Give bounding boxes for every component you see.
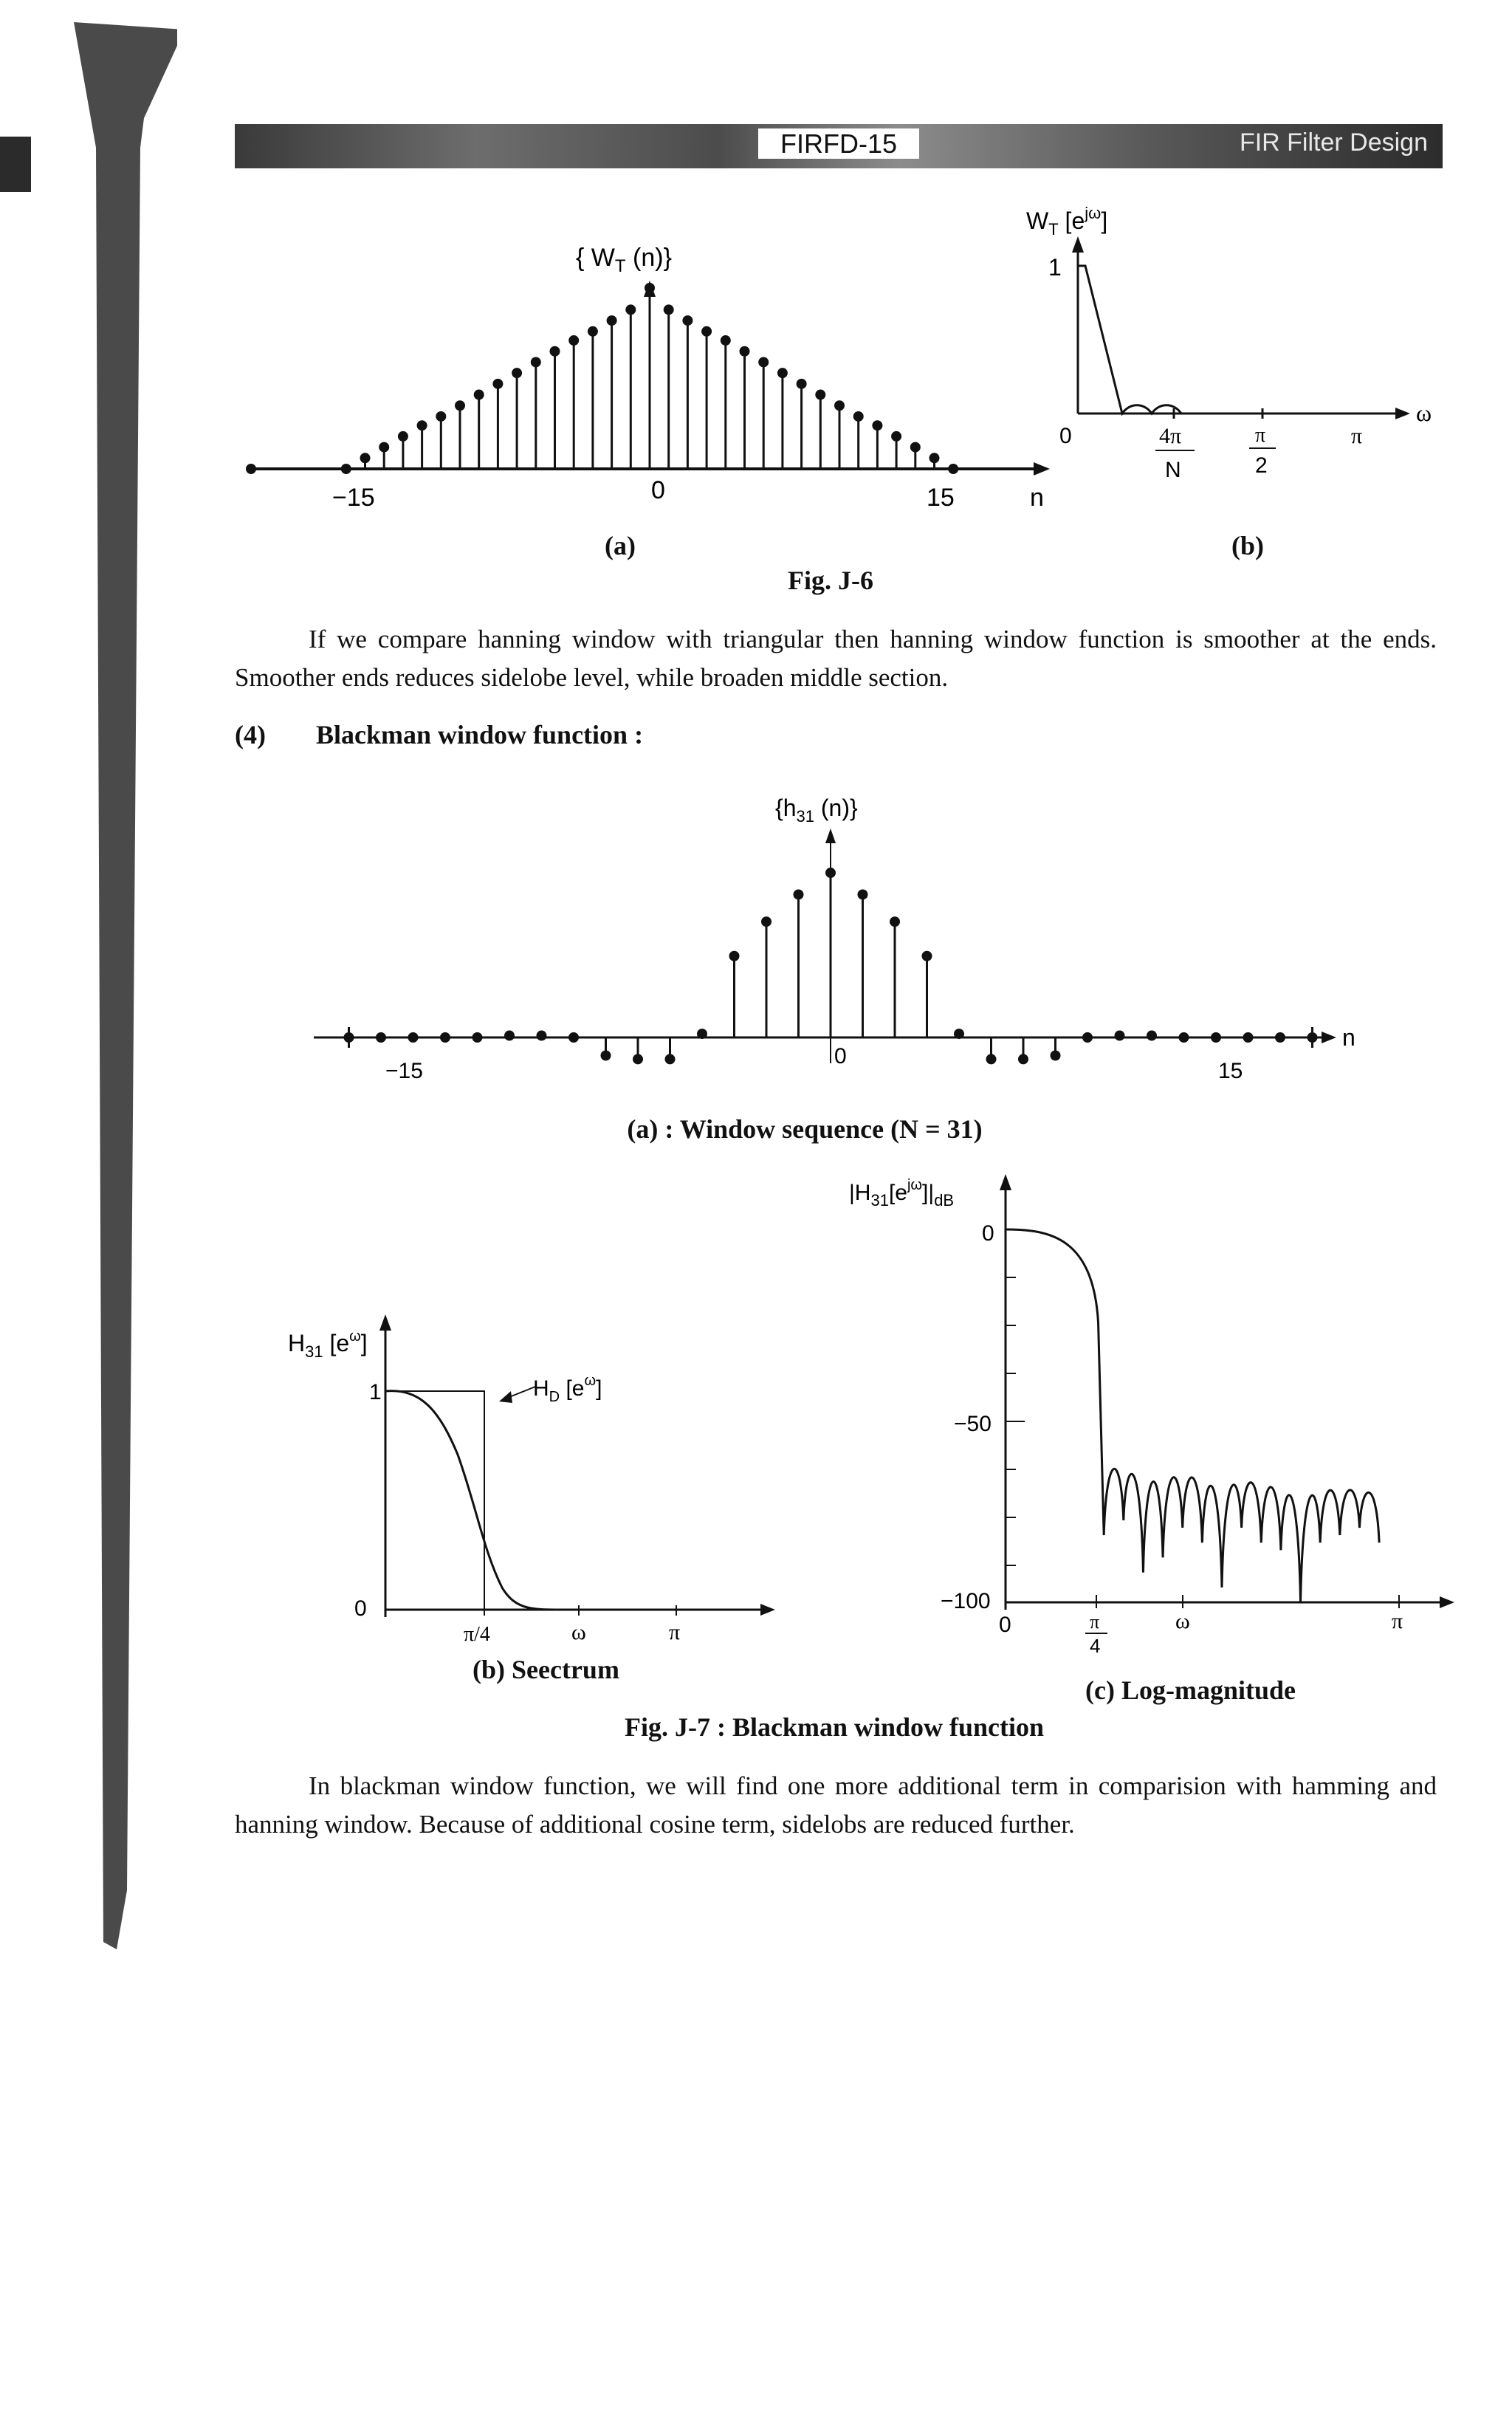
db-axis-label: $|H_{31}[e^{j\omega}]|_{dB}$ — [849, 1177, 955, 1209]
stem-point — [729, 951, 740, 961]
running-header — [235, 124, 1443, 168]
y-axis-arrow — [825, 828, 836, 843]
x-tick-0: 0 — [999, 1613, 1011, 1637]
tick-label-pi4-den: 4 — [1090, 1635, 1101, 1654]
stem-point — [417, 420, 427, 430]
tick-label-neg15: −15 — [332, 484, 375, 512]
tick-label-omega: ω — [571, 1620, 586, 1644]
stem-point — [588, 326, 598, 337]
magnitude-axis-label: $W_T$ $[e^{j\omega}]$ — [1026, 204, 1108, 239]
omega-axis-arrow — [760, 1604, 775, 1616]
stem-point — [797, 379, 807, 389]
fig-j6-caption-a: (a) — [605, 531, 636, 560]
section-number: (4) — [235, 720, 266, 749]
fig-j7-panel-b — [281, 1300, 797, 1684]
x-axis-arrow — [1322, 1032, 1336, 1043]
stem-point — [492, 379, 503, 389]
stem-point — [891, 431, 901, 442]
log-magnitude-curve — [1006, 1229, 1379, 1602]
pointer-arrow-head — [499, 1391, 512, 1403]
stem-point — [929, 453, 940, 463]
y-tick-minus100: −100 — [941, 1589, 991, 1613]
tick-label-pi-half-den: 2 — [1255, 453, 1268, 478]
stem-point — [1018, 1054, 1028, 1064]
magnitude-axis-label: $H_{31}$ $[e^\omega]$ — [288, 1328, 368, 1361]
paragraph-blackman: In blackman window function, we will find one more additional term in comparision with hamming and hanning window. Because of additional cosine term, sidelobs are reduced further. — [235, 1771, 1437, 1839]
fig-j6-caption-b: (b) — [1231, 531, 1264, 560]
y-tick-zero: 0 — [1059, 424, 1072, 448]
stem-point — [853, 411, 864, 422]
stem-point — [872, 420, 882, 430]
tick-label-pi4-num: π — [1090, 1611, 1100, 1633]
fig-j7-caption-c: (c) Log-magnitude — [1085, 1675, 1296, 1705]
x-axis-label: n — [1030, 484, 1044, 512]
fig-j7-panel-c — [842, 1167, 1454, 1654]
y-tick-zero: 0 — [354, 1596, 367, 1621]
stem-point — [455, 400, 465, 411]
tick-label-15: 15 — [1218, 1059, 1243, 1083]
stem-point — [474, 390, 484, 400]
tick-label-4pi: 4π — [1159, 424, 1182, 448]
stem-point — [858, 889, 868, 899]
tick-label-pi: π — [1392, 1609, 1403, 1633]
stem-point — [568, 335, 579, 346]
response-curve — [1078, 266, 1395, 413]
stem-point — [550, 346, 560, 357]
section-heading — [235, 719, 643, 750]
stem-point — [701, 326, 712, 337]
stem-point — [512, 368, 522, 378]
tick-label-pi-half-num: π — [1255, 424, 1266, 447]
omega-axis-arrow — [1395, 408, 1410, 419]
header-page-number: FIRFD-15 — [758, 128, 919, 159]
stem-point — [1147, 1031, 1157, 1041]
stem-point — [398, 431, 408, 442]
stem-point — [890, 916, 900, 927]
stem-point — [815, 390, 825, 400]
tick-label-pi: π — [669, 1620, 681, 1644]
y-tick-one: 1 — [369, 1380, 382, 1404]
stem-point — [607, 315, 617, 326]
stem-point — [922, 951, 932, 961]
fig-j6-panel-b — [1011, 199, 1454, 495]
stem-point — [761, 916, 772, 927]
tick-label-pi-4: π/4 — [464, 1623, 490, 1646]
page-binding-shadow — [0, 0, 177, 1994]
magnitude-axis-arrow — [1072, 236, 1084, 253]
tick-label-neg15: −15 — [385, 1059, 423, 1083]
stem-point — [777, 368, 788, 378]
fig-j7-caption-b: (b) Seectrum — [472, 1655, 619, 1684]
section-title: Blackman window function : — [315, 720, 644, 749]
y-axis-label: { $W_T$ (n)} — [576, 244, 672, 276]
windowed-response-curve — [385, 1391, 561, 1610]
ideal-response-label: $H_D$ $[e^\omega]$ — [533, 1373, 602, 1405]
stem-point — [1051, 1051, 1061, 1061]
stem-point — [1115, 1031, 1125, 1041]
fig-j7-caption: Fig. J-7 : Blackman window function — [624, 1712, 1045, 1742]
stem-point — [986, 1054, 997, 1064]
stem-point — [834, 400, 845, 411]
tick-label-omega: ω — [1175, 1609, 1190, 1633]
stem-point — [665, 1054, 676, 1064]
stem-point — [794, 889, 804, 899]
tick-label-0: 0 — [834, 1044, 847, 1068]
stem-point — [537, 1031, 547, 1041]
stem-point — [360, 453, 371, 463]
fig-j6-panel-a — [236, 222, 1078, 532]
x-axis-label: n — [1342, 1024, 1355, 1051]
stem-point — [625, 304, 636, 315]
stem-point — [664, 304, 674, 315]
fig-j7-panel-a — [303, 783, 1373, 1108]
stem-point — [601, 1051, 611, 1061]
fig-j7-caption-a: (a) : Window sequence (N = 31) — [627, 1114, 983, 1144]
stem-point — [379, 442, 389, 453]
db-axis-ticks — [1006, 1229, 1399, 1608]
stem-point — [740, 346, 750, 357]
paragraph-hanning: If we compare hanning window with triangular then hanning window function is smoother at the ends. Smoother ends reduces sidelobe level, while broaden middle section. — [235, 625, 1437, 692]
magnitude-axis-arrow — [379, 1314, 391, 1331]
tick-label-15: 15 — [927, 484, 955, 512]
y-tick-one: 1 — [1048, 254, 1062, 281]
ideal-lowpass-response — [385, 1391, 484, 1610]
stem-point — [633, 1054, 643, 1064]
stem-point — [910, 442, 921, 453]
fig-j6-caption: Fig. J-6 — [788, 566, 873, 595]
stem-plot — [246, 283, 958, 474]
tick-label-n: N — [1165, 458, 1181, 482]
y-tick-minus50: −50 — [954, 1412, 992, 1436]
omega-axis-label: ω — [1416, 399, 1432, 426]
tick-label-0: 0 — [651, 476, 665, 504]
y-axis-label: {$h_{31}$ (n)} — [775, 795, 858, 826]
tick-label-pi: π — [1351, 424, 1363, 448]
stem-point — [682, 315, 693, 326]
db-axis-arrow — [1000, 1174, 1011, 1190]
stem-point — [504, 1031, 515, 1041]
omega-axis-arrow — [1440, 1596, 1454, 1608]
stem-point — [758, 357, 769, 367]
stem-point — [721, 335, 731, 346]
stem-point — [531, 357, 541, 367]
header-section-title: FIR Filter Design — [1239, 128, 1428, 157]
y-tick-0: 0 — [982, 1221, 994, 1246]
stem-point — [436, 411, 446, 422]
